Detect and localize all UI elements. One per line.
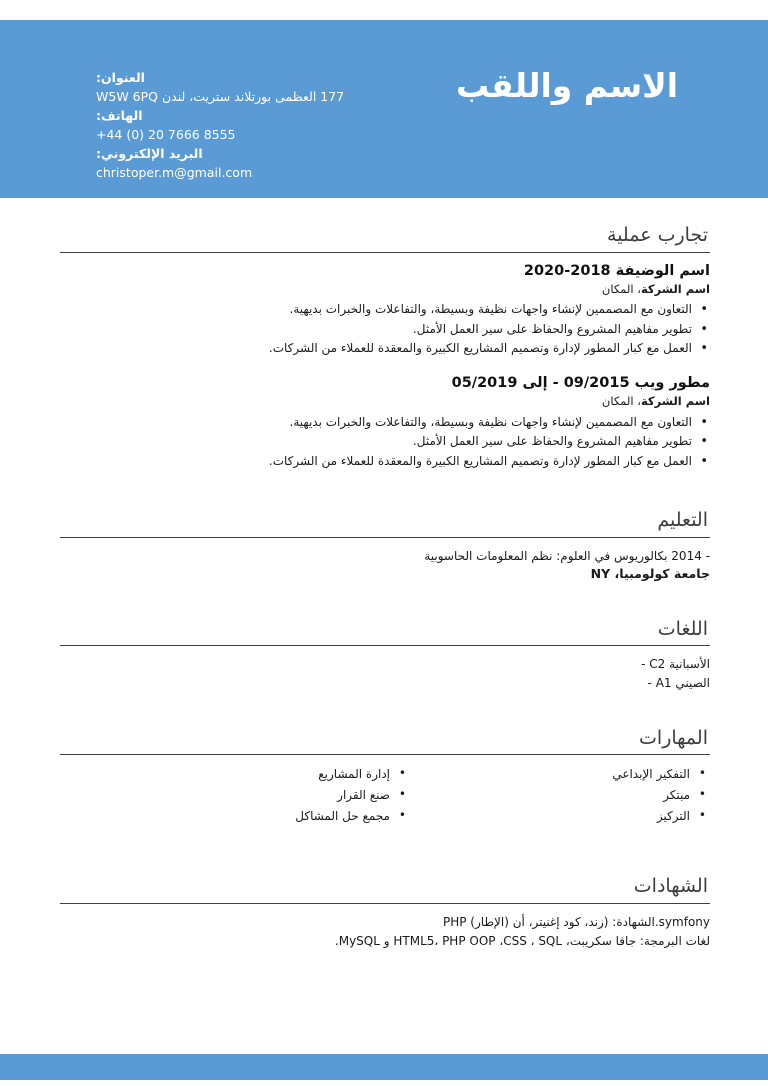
- section-title-languages: اللغات: [657, 617, 708, 640]
- skill-item: • التفكير الإبداعي: [410, 764, 710, 785]
- job-title: مطور ويب 09/2015 - إلى 05/2019: [451, 375, 710, 392]
- skills-list: [110, 764, 410, 827]
- footer-bar: [0, 1054, 768, 1080]
- skill-item: • مبتكر: [410, 785, 710, 806]
- email-value[interactable]: christoper.m@gmail.com: [96, 165, 253, 180]
- phone-label: الهاتف:: [96, 108, 143, 123]
- experience-item: [60, 262, 710, 359]
- education-school: جامعة كولومبيا، NY: [590, 565, 710, 581]
- section-title-skills: المهارات: [639, 726, 708, 749]
- document-body: [0, 198, 768, 951]
- section-skills: [0, 727, 768, 828]
- job-location: المكان: [601, 281, 634, 296]
- section-experience: [0, 224, 768, 471]
- certificate-line: لغات البرمجة: جافا سكريبت، HTML5، PHP OOP ،CSS ، SQL و MySQL.: [334, 934, 710, 949]
- job-meta-separator: ،: [633, 281, 641, 296]
- section-education: [0, 509, 768, 584]
- section-certificates: [0, 875, 768, 951]
- skill-item: • التركيز: [410, 806, 710, 827]
- job-bullet: • تطوير مفاهيم المشروع والحفاظ على سير العمل الأمثل.: [60, 432, 710, 451]
- contact-block: [96, 68, 366, 182]
- job-bullet: • العمل مع كبار المطور لإدارة وتصميم المشاريع الكبيرة والمعقدة للعملاء من الشركات.: [60, 452, 710, 471]
- job-meta: [60, 394, 710, 410]
- skills-column-right: [410, 764, 710, 827]
- job-location: المكان: [601, 394, 634, 409]
- section-title-education: التعليم: [657, 509, 708, 532]
- skills-column-left: [110, 764, 410, 827]
- skill-item: • مجمع حل المشاكل: [110, 806, 410, 827]
- job-company: اسم الشركة: [640, 394, 710, 409]
- phone-value: +44 (0) 20 7666 8555: [96, 127, 236, 142]
- certificate-line: PHP (الإطار) الشهادة: (زند، كود إغنيتر، أن.symfony: [443, 915, 710, 930]
- job-bullet-list: [60, 300, 710, 358]
- section-title-experience: تجارب عملية: [607, 224, 708, 246]
- job-company: اسم الشركة: [640, 281, 710, 296]
- job-bullet: • التعاون مع المصممين لإنشاء واجهات نظيفة وبسيطة، والتفاعلات والخبرات بديهية.: [60, 413, 710, 432]
- job-title: اسم الوضيفة 2018-2020: [523, 262, 710, 279]
- education-degree: - 2014 بكالوريوس في العلوم: نظم المعلومات الحاسوبية: [424, 548, 710, 563]
- job-bullet: • التعاون مع المصممين لإنشاء واجهات نظيفة وبسيطة، والتفاعلات والخبرات بديهية.: [60, 300, 710, 319]
- address-label: العنوان:: [96, 70, 145, 85]
- section-languages: [0, 618, 768, 693]
- skill-item: • إدارة المشاريع: [110, 764, 410, 785]
- job-bullet: • العمل مع كبار المطور لإدارة وتصميم المشاريع الكبيرة والمعقدة للعملاء من الشركات.: [60, 339, 710, 358]
- job-bullet: • تطوير مفاهيم المشروع والحفاظ على سير العمل الأمثل.: [60, 320, 710, 339]
- page-title: الاسم واللقب: [455, 66, 679, 105]
- experience-item: [60, 374, 710, 471]
- job-meta: [60, 282, 710, 298]
- job-meta-separator: ،: [633, 394, 641, 409]
- skills-grid: [60, 764, 710, 827]
- section-title-certificates: الشهادات: [633, 875, 708, 898]
- email-label: البريد الإلكتروني:: [96, 146, 203, 161]
- language-item: - C2 الأسبانية: [641, 657, 710, 672]
- header-banner: [0, 20, 768, 198]
- skill-item: • صنع القرار: [110, 785, 410, 806]
- job-bullet-list: [60, 413, 710, 471]
- language-item: - A1 الصيني: [647, 675, 710, 690]
- address-value: 177 العظمى بورتلاند ستريت، لندن W5W 6PQ: [96, 89, 345, 104]
- skills-list: [410, 764, 710, 827]
